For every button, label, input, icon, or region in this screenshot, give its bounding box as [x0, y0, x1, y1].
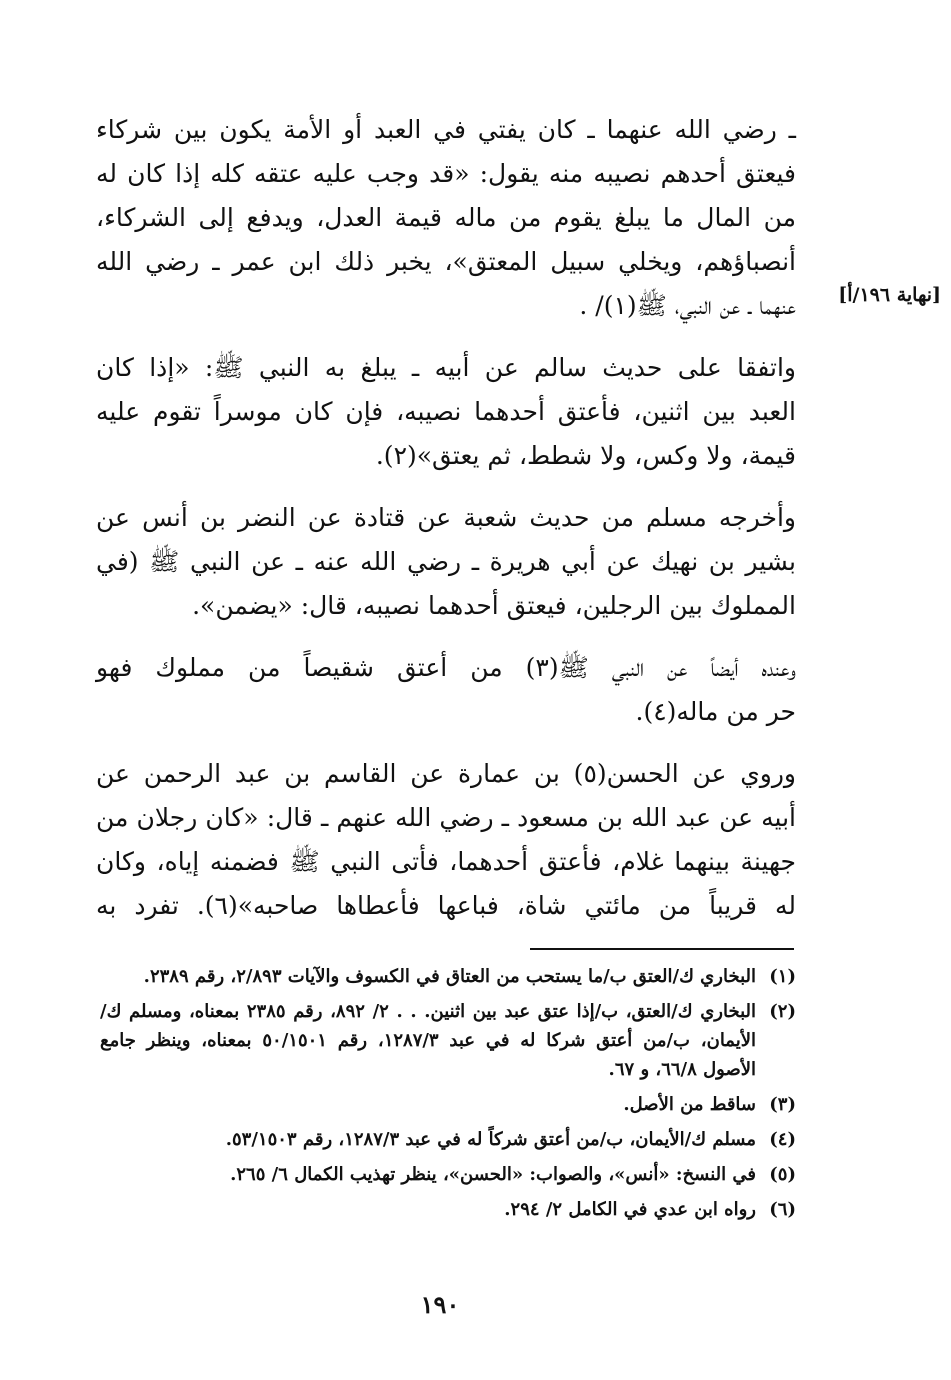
footnote — [100, 1125, 796, 1154]
text-line: أبيه عن عبد الله بن مسعود ـ رضي الله عنهم ـ قال: «كان رجلان من — [96, 803, 796, 832]
text-line: بشير بن نهيك عن أبي هريرة ـ رضي الله عنه ـ عن النبي ﷺ (في — [96, 547, 796, 576]
page-number: ١٩٠ — [420, 1290, 460, 1319]
footnote-number: (٢) — [769, 1001, 796, 1022]
footnotes — [100, 962, 796, 1230]
paragraph — [96, 108, 796, 328]
footnote — [100, 997, 796, 1084]
footnote — [100, 1090, 796, 1119]
text-line: وعنده أيضاً عن النبي ﷺ(٣) من أعتق شقيصاً من مملوك فهو — [96, 653, 797, 682]
footnote-text: رواه ابن عدي في الكامل ٢/ ٢٩٤. — [504, 1199, 756, 1220]
text-line: فيعتق أحدهم نصيبه منه يقول: «قد وجب عليه عتقه كله إذا كان له — [96, 159, 796, 188]
paragraph — [96, 646, 796, 734]
footnote-number: (٥) — [769, 1164, 796, 1185]
main-text — [96, 108, 796, 946]
footnote — [100, 962, 796, 991]
text-line: من المال ما يبلغ يقوم من ماله قيمة العدل، ويدفع إلى الشركاء، — [96, 203, 796, 232]
paragraph — [96, 496, 796, 628]
text-line: جهينة بينهما غلام، فأعتق أحدهما، فأتى النبي ﷺ فضمنه إياه، وكان — [96, 847, 796, 876]
footnote-text: مسلم ك/الأيمان، ب/من أعتق شركاً له في عبد ١٢٨٧/٣، رقم ٥٣/١٥٠٣. — [225, 1129, 756, 1150]
footnote-text: البخاري ك/العتق، ب/إذا عتق عبد بين اثنين. . . ٢/ ٨٩٢، رقم ٢٣٨٥ بمعناه، ومسلم ك/الأيمان، ب/من أعتق شركا له في عبد ١٢٨٧/٣، رقم ٥٠/١٥٠١ بمعناه، وينظر جامع الأصول ٦٦/٨، و ٦٧. — [100, 1001, 757, 1080]
text-line: عنهما ـ عن النبي، ﷺ(١)/ . — [579, 291, 796, 320]
footnote-number: (١) — [769, 966, 796, 987]
text-line: وروي عن الحسن(٥) بن عمارة عن القاسم بن عبد الرحمن عن — [96, 759, 796, 788]
footnote — [100, 1195, 796, 1224]
footnote-number: (٦) — [769, 1199, 796, 1220]
text-line: واتفقا على حديث سالم عن أبيه ـ يبلغ به النبي ﷺ: «إذا كان — [96, 353, 796, 382]
text-line: المملوك بين الرجلين، فيعتق أحدهما نصيبه، قال: «يضمن». — [192, 591, 796, 620]
text-line: له قريباً من مائتي شاة، فباعها فأعطاها صاحبه»(٦). تفرد به — [96, 891, 796, 920]
text-line: وأخرجه مسلم من حديث شعبة عن قتادة عن النضر بن أنس عن — [96, 503, 796, 532]
footnote — [100, 1160, 796, 1189]
text-line: أنصباؤهم، ويخلي سبيل المعتق»، يخبر ذلك ابن عمر ـ رضي الله — [96, 247, 796, 276]
paragraph — [96, 346, 796, 478]
text-line: قيمة، ولا وكس، ولا شطط، ثم يعتق»(٢). — [375, 441, 796, 470]
text-line: العبد بين اثنين، فأعتق أحدهما نصيبه، فإن كان موسراً تقوم عليه — [96, 397, 796, 426]
footnote-text: في النسخ: «أنس»، والصواب: «الحسن»، ينظر تهذيب الكمال ٦/ ٢٦٥. — [230, 1164, 756, 1185]
footnote-number: (٣) — [769, 1094, 796, 1115]
footnote-text: ساقط من الأصل. — [623, 1094, 756, 1115]
footnote-text: البخاري ك/العتق ب/ما يستحب من العتاق في الكسوف والآيات ٢/٨٩٣، رقم ٢٣٨٩. — [143, 966, 756, 987]
footnote-number: (٤) — [769, 1129, 796, 1150]
margin-note: [نهاية ١٩٦/أ] — [838, 284, 941, 306]
text-line: ـ رضي الله عنهما ـ كان يفتي في العبد أو الأمة يكون بين شركاء — [96, 115, 796, 144]
text-line: حر من ماله(٤). — [635, 697, 796, 726]
paragraph — [96, 752, 796, 928]
footnote-separator — [530, 948, 794, 950]
